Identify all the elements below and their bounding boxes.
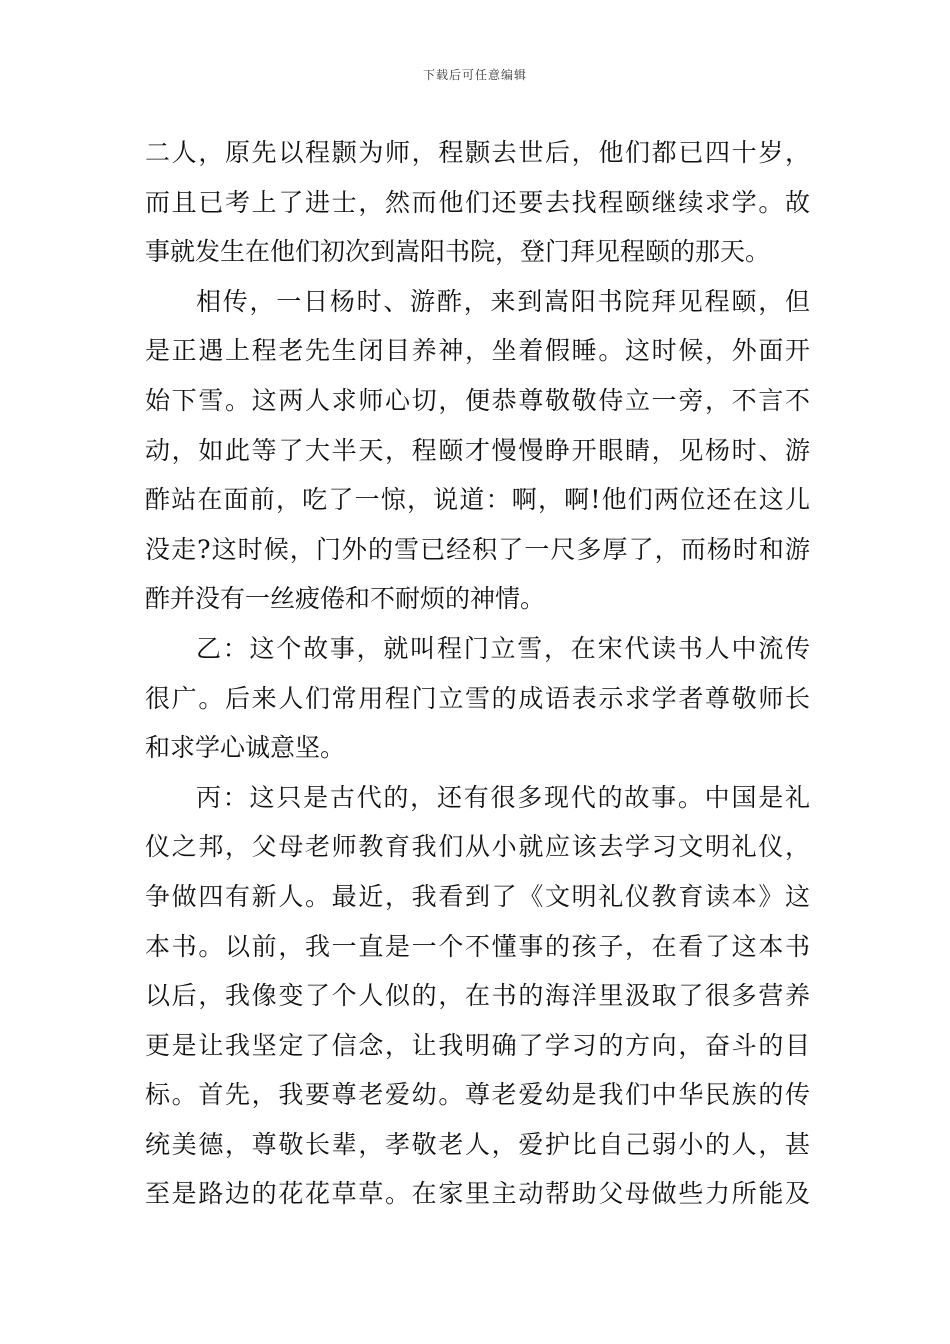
text-line: 动，如此等了大半天，程颐才慢慢睁开眼睛，见杨时、游 xyxy=(145,435,810,465)
text-line: 二人，原先以程颢为师，程颢去世后，他们都已四十岁， xyxy=(145,138,810,167)
text-line: 乙：这个故事，就叫程门立雪，在宋代读书人中流传 xyxy=(196,633,810,663)
text-line: 仪之邦，父母老师教育我们从小就应该去学习文明礼仪， xyxy=(145,832,810,862)
text-line: 和求学心诚意坚。 xyxy=(145,733,346,763)
text-line: 更是让我坚定了信念，让我明确了学习的方向，奋斗的目 xyxy=(145,1030,810,1060)
text-line: 酢站在面前，吃了一惊，说道：啊，啊!他们两位还在这儿 xyxy=(145,485,810,515)
text-line: 争做四有新人。最近，我看到了《文明礼仪教育读本》这 xyxy=(145,881,810,911)
text-line: 标。首先，我要尊老爱幼。尊老爱幼是我们中华民族的传 xyxy=(145,1080,810,1110)
text-line: 丙：这只是古代的，还有很多现代的故事。中国是礼 xyxy=(196,782,810,812)
text-line: 事就发生在他们初次到嵩阳书院，登门拜见程颐的那天。 xyxy=(145,237,771,267)
text-line: 本书。以前，我一直是一个不懂事的孩子，在看了这本书 xyxy=(145,931,810,961)
text-line: 至是路边的花花草草。在家里主动帮助父母做些力所能及 xyxy=(145,1179,810,1209)
text-line: 很广。后来人们常用程门立雪的成语表示求学者尊敬师长 xyxy=(145,683,810,713)
text-line: 统美德，尊敬长辈，孝敬老人，爱护比自己弱小的人，甚 xyxy=(145,1129,810,1159)
text-line: 以后，我像变了个人似的，在书的海洋里汲取了很多营养 xyxy=(145,981,810,1011)
page-header-note: 下载后可任意编辑 xyxy=(422,68,527,82)
text-line: 而且已考上了进士，然而他们还要去找程颐继续求学。故 xyxy=(145,187,810,217)
document-body xyxy=(145,128,810,1219)
text-line: 相传，一日杨时、游酢，来到嵩阳书院拜见程颐，但 xyxy=(196,286,810,316)
text-line: 始下雪。这两人求师心切，便恭尊敬敬侍立一旁，不言不 xyxy=(145,385,810,415)
text-line: 没走?这时候，门外的雪已经积了一尺多厚了，而杨时和游 xyxy=(145,534,810,564)
text-line: 是正遇上程老先生闭目养神，坐着假睡。这时候，外面开 xyxy=(145,336,810,366)
text-line: 酢并没有一丝疲倦和不耐烦的神情。 xyxy=(145,584,546,614)
